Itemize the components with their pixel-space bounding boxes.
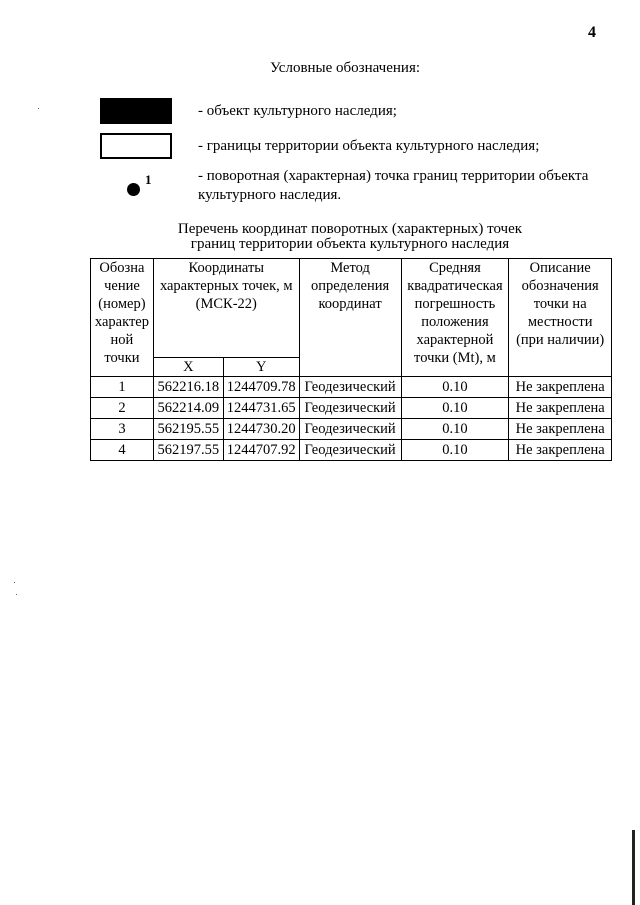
turning-point-label: 1	[145, 172, 152, 187]
cell-method: Геодезический	[299, 419, 401, 440]
table-title-line2: границ территории объекта культурного наследия	[190, 236, 510, 252]
table-title	[160, 222, 540, 252]
cell-y: 1244730.20	[223, 419, 299, 440]
page-number: 4	[588, 24, 596, 41]
header-point-id: Обозна чение (номер) характер ной точки	[91, 259, 154, 377]
cell-x: 562214.09	[153, 398, 223, 419]
legend-item-turning-point	[198, 167, 588, 205]
turning-point-symbol	[127, 183, 140, 196]
scan-speck	[14, 582, 15, 583]
table-row	[91, 440, 612, 461]
header-y: Y	[223, 358, 299, 377]
heritage-object-symbol	[100, 98, 172, 124]
table-row	[91, 398, 612, 419]
cell-point-number: 4	[91, 440, 154, 461]
table-title-line1: Перечень координат поворотных (характерных) точек	[177, 221, 523, 237]
legend-item-turning-point-line1: - поворотная (характерная) точка границ территории объекта	[198, 168, 589, 184]
cell-method: Геодезический	[299, 398, 401, 419]
header-coordinates: Координаты характерных точек, м (МСК-22)	[153, 259, 299, 358]
coordinates-table	[90, 258, 612, 461]
cell-point-number: 2	[91, 398, 154, 419]
cell-mt: 0.10	[401, 419, 509, 440]
cell-x: 562195.55	[153, 419, 223, 440]
header-method: Метод определения координат	[299, 259, 401, 377]
cell-method: Геодезический	[299, 377, 401, 398]
cell-description: Не закреплена	[509, 440, 612, 461]
legend-item-heritage-object: - объект культурного наследия;	[198, 103, 397, 119]
scan-edge	[632, 830, 635, 905]
cell-y: 1244731.65	[223, 398, 299, 419]
legend-item-territory-boundary: - границы территории объекта культурного наследия;	[198, 138, 540, 154]
cell-mt: 0.10	[401, 377, 509, 398]
cell-mt: 0.10	[401, 440, 509, 461]
legend-item-turning-point-line2: культурного наследия.	[198, 187, 342, 203]
territory-boundary-symbol	[100, 133, 172, 159]
cell-point-number: 1	[91, 377, 154, 398]
header-error: Средняя квадратическая погрешность положения характерной точки (Mt), м	[401, 259, 509, 377]
scan-speck	[16, 594, 17, 595]
cell-method: Геодезический	[299, 440, 401, 461]
table-row	[91, 419, 612, 440]
cell-x: 562197.55	[153, 440, 223, 461]
cell-mt: 0.10	[401, 398, 509, 419]
cell-y: 1244707.92	[223, 440, 299, 461]
legend-title: Условные обозначения:	[269, 60, 421, 76]
cell-x: 562216.18	[153, 377, 223, 398]
cell-point-number: 3	[91, 419, 154, 440]
scan-speck	[38, 108, 39, 109]
table-row	[91, 377, 612, 398]
cell-description: Не закреплена	[509, 419, 612, 440]
cell-y: 1244709.78	[223, 377, 299, 398]
header-x: X	[153, 358, 223, 377]
cell-description: Не закреплена	[509, 377, 612, 398]
header-description: Описание обозначения точки на местности (при наличии)	[509, 259, 612, 377]
cell-description: Не закреплена	[509, 398, 612, 419]
